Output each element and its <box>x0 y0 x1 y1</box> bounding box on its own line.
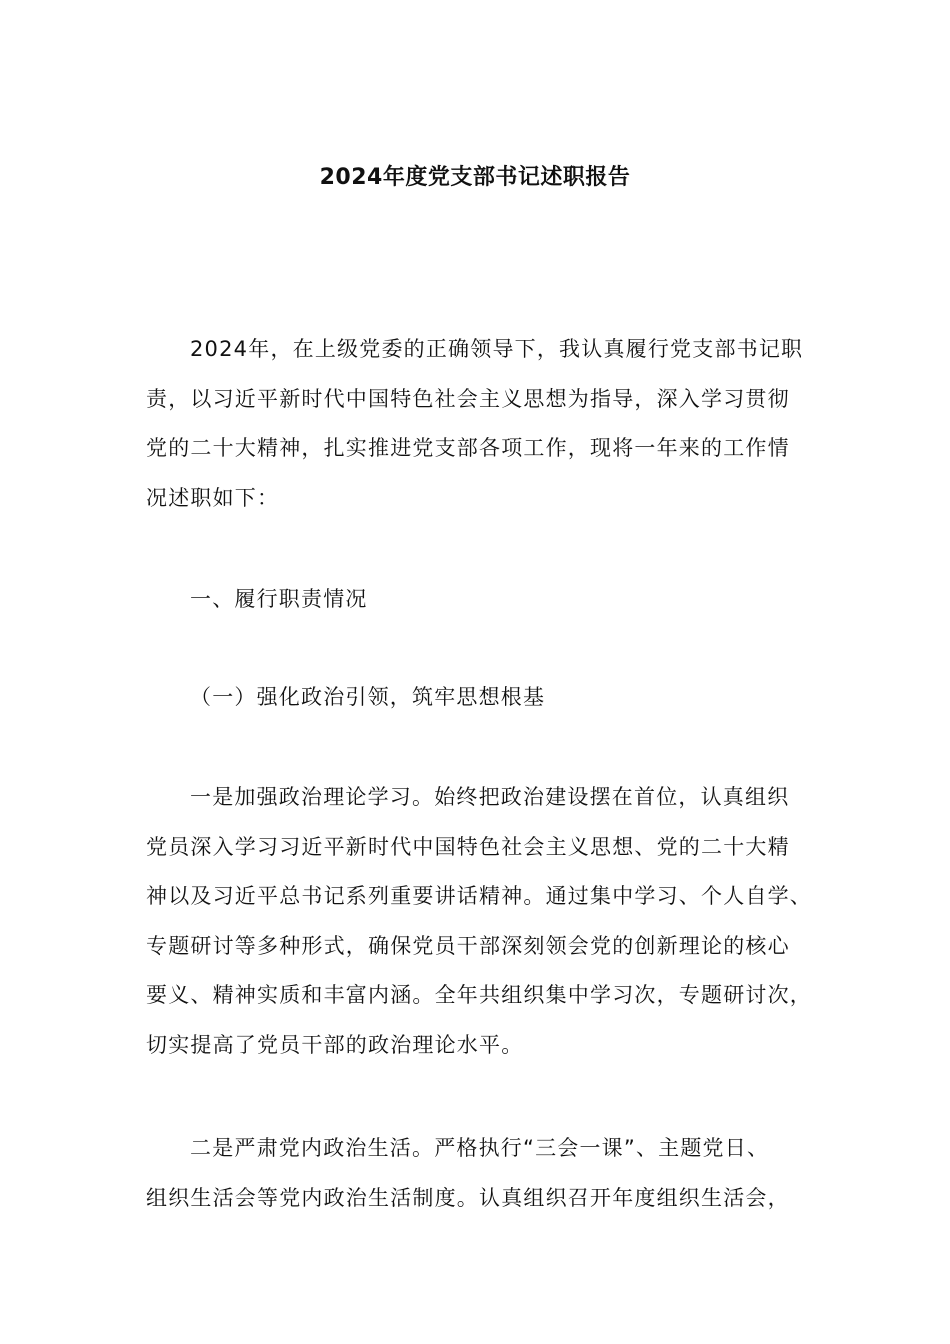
text-line: 党员深入学习习近平新时代中国特色社会主义思想、党的二十大精 <box>146 834 790 859</box>
intro-paragraph <box>146 325 826 523</box>
document-title: 2024年度党支部书记述职报告 <box>319 165 631 190</box>
text-line: 要义、精神实质和丰富内涵。全年共组织集中学习次，专题研讨次， <box>146 983 812 1007</box>
text-line: 责，以习近平新时代中国特色社会主义思想为指导，深入学习贯彻 <box>146 386 790 411</box>
section-heading: 一、履行职责情况 <box>190 587 368 611</box>
text-line: 2024年，在上级党委的正确领导下，我认真履行党支部书记职 <box>190 337 804 361</box>
point-one-paragraph <box>146 773 826 1070</box>
point-two-paragraph <box>146 1124 826 1223</box>
text-line: 党的二十大精神，扎实推进党支部各项工作，现将一年来的工作情 <box>146 436 790 460</box>
text-line: 二是严肃党内政治生活。严格执行“三会一课”、主题党日、 <box>190 1136 770 1160</box>
text-line: 一是加强政治理论学习。始终把政治建设摆在首位，认真组织 <box>190 785 790 809</box>
text-line: 况述职如下： <box>146 485 280 510</box>
text-line: 切实提高了党员干部的政治理论水平。 <box>146 1032 524 1057</box>
text-line: 组织生活会等党内政治生活制度。认真组织召开年度组织生活会， <box>146 1185 790 1210</box>
text-line: 神以及习近平总书记系列重要讲话精神。通过集中学习、个人自学、 <box>146 884 812 908</box>
text-line: 专题研讨等多种形式，确保党员干部深刻领会党的创新理论的核心 <box>146 933 790 958</box>
subsection-heading: （一）强化政治引领，筑牢思想根基 <box>190 685 546 709</box>
